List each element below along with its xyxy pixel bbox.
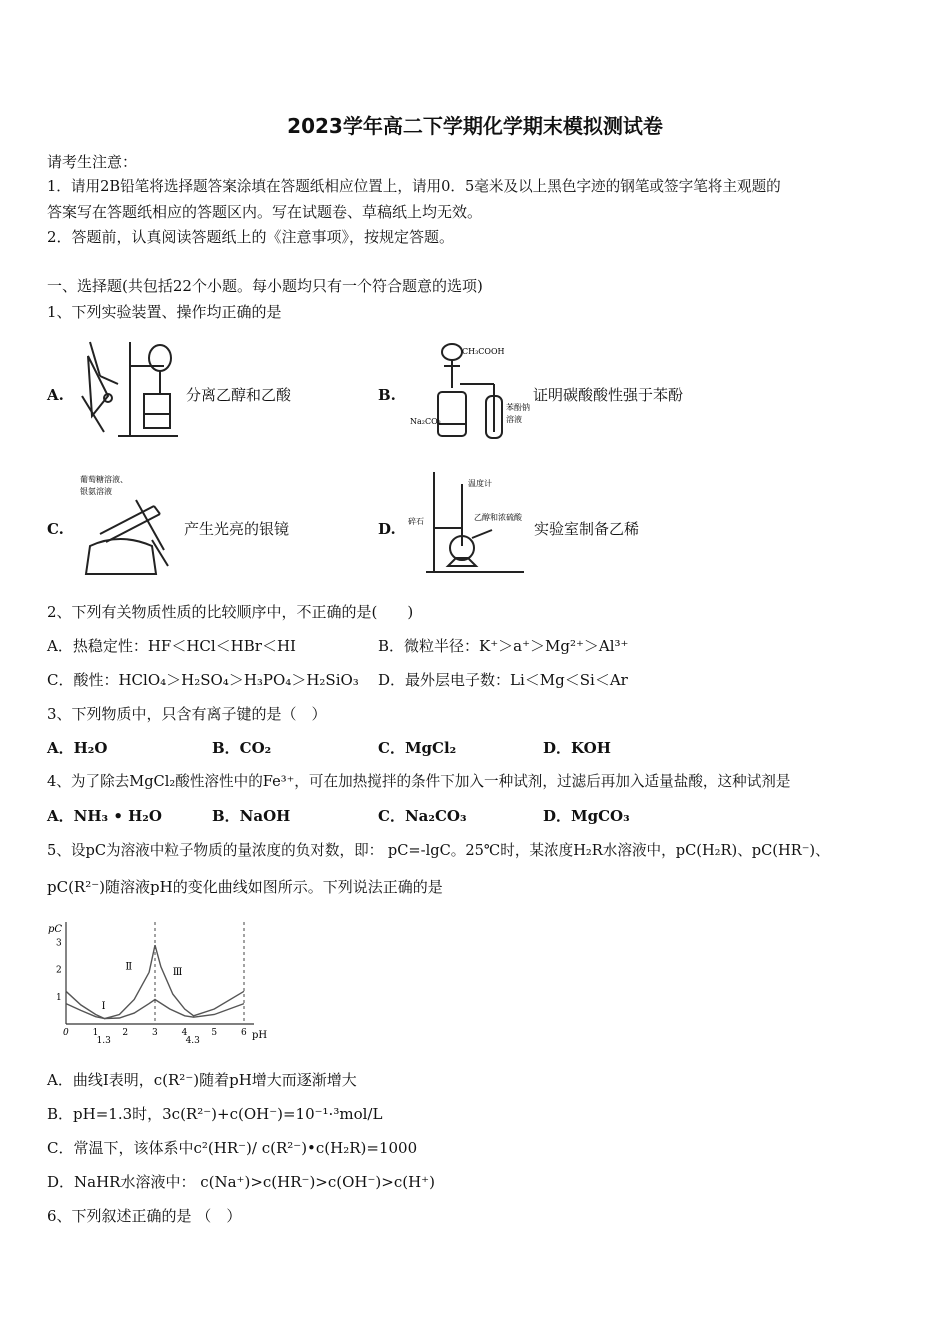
x-tick-label: 0 [63, 1028, 69, 1038]
x-tick-label: 5 [211, 1028, 218, 1038]
x-tick-label: 2 [122, 1028, 129, 1038]
fig-label-glucose: 葡萄糖溶液、 [80, 475, 128, 484]
q5-option-d: D．NaHR水溶液中： c(Na⁺)>c(HR⁻)>c(OH⁻)>c(H⁺) [47, 1173, 435, 1191]
section-heading: 一、选择题(共包括22个小题。每小题均只有一个符合题意的选项) [47, 277, 483, 295]
q1-option-b-letter: B. [378, 386, 396, 404]
q3-stem: 3、下列物质中，只含有离子键的是（ ） [47, 705, 327, 723]
y-tick-label: 2 [56, 965, 62, 976]
curve-label-2: Ⅱ [125, 961, 133, 973]
q5-option-c: C．常温下，该体系中c²(HR⁻)/ c(R²⁻)•c(H₂R)=1000 [47, 1139, 418, 1157]
q3-option-d: D．KOH [543, 739, 611, 757]
pc-ph-chart [44, 916, 268, 1048]
q1-option-d-letter: D. [378, 520, 396, 538]
x-tick-label: 4 [181, 1028, 188, 1038]
q2-option-c: C．酸性：HClO₄＞H₂SO₄＞H₃PO₄＞H₂SiO₃ [47, 671, 359, 689]
curve-label-3: Ⅲ [172, 967, 183, 978]
q1-option-d-text: 实验室制备乙稀 [534, 520, 640, 538]
y-tick-label: 3 [56, 938, 62, 949]
notice-line-3: 2．答题前，认真阅读答题纸上的《注意事项》，按规定答题。 [47, 228, 455, 246]
x-tick-label: 3 [152, 1028, 158, 1038]
q1-option-a-text: 分离乙醇和乙酸 [186, 386, 292, 404]
y-axis-label: pC [48, 924, 63, 935]
q3-option-c: C．MgCl₂ [378, 739, 457, 757]
fig-label-thermometer: 温度计 [468, 479, 492, 488]
q4-stem: 4、为了除去MgCl₂酸性溶性中的Fe³⁺，可在加热搅拌的条件下加入一种试剂，过滤后再加入适量盐酸，这种试剂是 [47, 773, 791, 790]
q2-option-b: B．微粒半径：K⁺＞a⁺＞Mg²⁺＞Al³⁺ [378, 637, 629, 655]
q1-option-c-text: 产生光亮的银镜 [184, 520, 290, 538]
q4-option-b: B．NaOH [212, 807, 291, 825]
curve-3 [155, 945, 244, 1016]
x-tick-label: 6 [241, 1028, 247, 1038]
q5-option-b: B．pH=1.3时，3c(R²⁻)+c(OH⁻)=10⁻¹·³mol/L [47, 1105, 383, 1123]
q5-stem-line-1: 5、设pC为溶液中粒子物质的量浓度的负对数，即： pC=-lgC。25℃时，某浓度H₂R水溶液中，pC(H₂R)、pC(HR⁻)、 [47, 842, 830, 859]
x-tick-label: 1.3 [96, 1036, 111, 1046]
q1-option-a-letter: A. [47, 386, 64, 404]
notice-heading: 请考生注意： [47, 153, 138, 171]
q1-option-b-text: 证明碳酸酸性强于苯酚 [533, 386, 684, 404]
q3-option-a: A．H₂O [47, 739, 108, 757]
curve-label-1: Ⅰ [101, 1001, 106, 1013]
q2-option-a: A．热稳定性：HF＜HCl＜HBr＜HI [47, 637, 296, 655]
x-tick-label: 1 [92, 1028, 99, 1038]
x-axis-label: pH [252, 1030, 268, 1041]
fig-label-mix: 乙醇和浓硫酸 [474, 513, 522, 522]
separatory-funnel-figure [78, 336, 182, 444]
page-title: 2023学年高二下学期化学期末模拟测试卷 [287, 114, 663, 138]
y-tick-label: 1 [56, 992, 62, 1003]
q4-option-a: A．NH₃ • H₂O [47, 807, 162, 825]
q4-option-c: C．Na₂CO₃ [378, 807, 467, 825]
notice-line-2: 答案写在答题纸相应的答题区内。写在试题卷、草稿纸上均无效。 [47, 203, 483, 221]
ethylene-prep-figure [406, 468, 530, 580]
carbonic-acid-apparatus-figure [408, 336, 532, 446]
fig-label-silver-ammonia: 银氨溶液 [80, 487, 112, 496]
q1-stem: 1、下列实验装置、操作均正确的是 [47, 303, 282, 321]
q5-option-a: A．曲线Ⅰ表明，c(R²⁻)随着pH增大而逐渐增大 [47, 1071, 357, 1089]
q3-option-b: B．CO₂ [212, 739, 272, 757]
fig-label-na2co3: Na₂CO₃ [410, 417, 441, 426]
q6-stem: 6、下列叙述正确的是 （ ） [47, 1207, 242, 1225]
q4-option-d: D．MgCO₃ [543, 807, 630, 825]
q2-option-d: D．最外层电子数：Li＜Mg＜Si＜Ar [378, 671, 628, 689]
silver-mirror-figure [76, 470, 180, 582]
q5-stem-line-2: pC(R²⁻)随溶液pH的变化曲线如图所示。下列说法正确的是 [47, 878, 443, 896]
q2-stem: 2、下列有关物质性质的比较顺序中，不正确的是( ) [47, 603, 414, 621]
q1-option-c-letter: C. [47, 520, 64, 538]
fig-label-phenolate: 苯酚钠 [506, 403, 530, 412]
fig-label-stone: 碎石 [408, 517, 424, 526]
notice-line-1: 1．请用2B铅笔将选择题答案涂填在答题纸相应位置上，请用0．5毫米及以上黑色字迹的钢笔或签字笔将主观题的 [47, 178, 781, 195]
fig-label-solution: 溶液 [506, 415, 522, 424]
x-tick-label: 4.3 [185, 1036, 200, 1046]
fig-label-ch3cooh: CH₃COOH [462, 347, 505, 356]
